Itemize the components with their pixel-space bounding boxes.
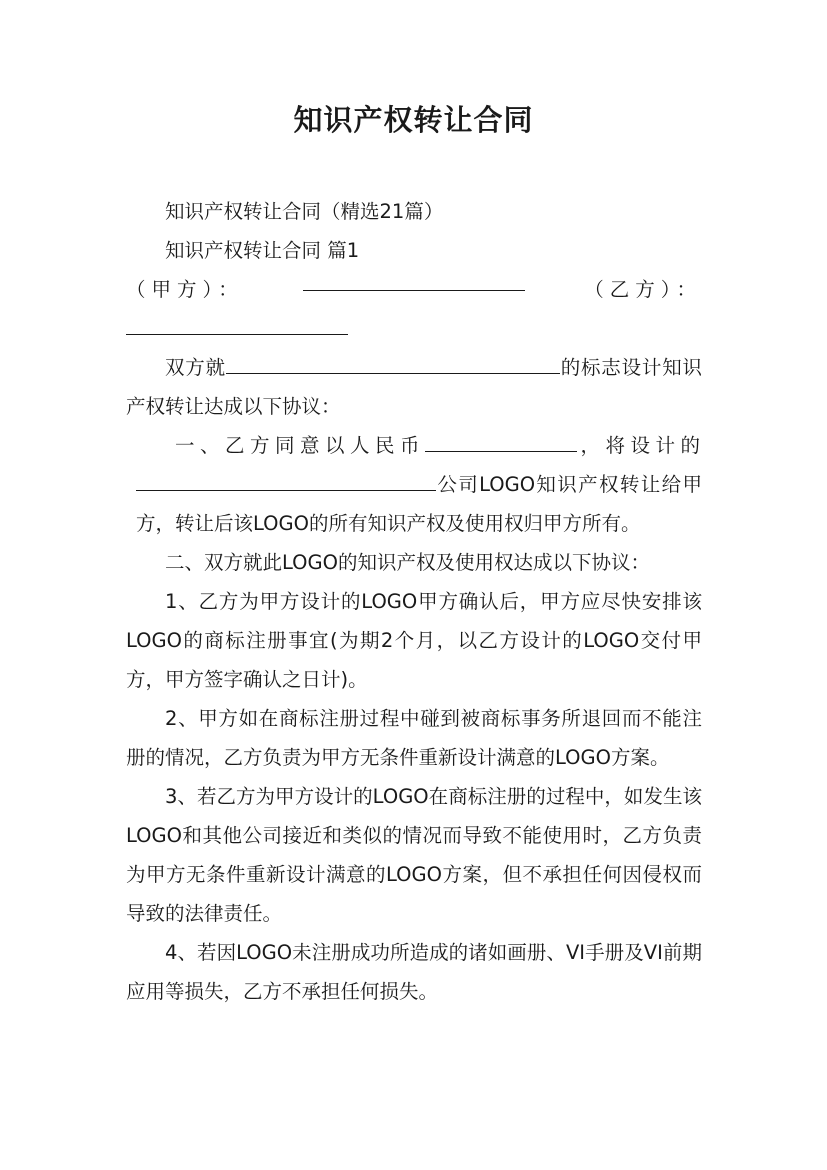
intro-after: 的标志设计知识产权转让达成以下协议：: [126, 356, 702, 418]
party-b-line: [126, 309, 702, 348]
clause-1: [126, 426, 702, 543]
item-4: 4、若因LOGO未注册成功所造成的诸如画册、VI手册及VI前期应用等损失，乙方不承担任何损失。: [126, 941, 702, 1003]
item-1: 1、乙方为甲方设计的LOGO甲方确认后，甲方应尽快安排该LOGO的商标注册事宜(为期2个月，以乙方设计的LOGO交付甲方，甲方签字确认之日计)。: [126, 590, 702, 691]
clause-1-part2: ，将设计的: [576, 434, 702, 457]
document-body: [126, 192, 702, 1011]
document-title: 知识产权转让合同: [293, 103, 534, 137]
clause-1-part1: 一、乙方同意以人民币: [175, 434, 425, 457]
clause-1-part3: 公司LOGO知识产权转让给甲方，转让后该LOGO的所有知识产权及使用权归甲方所有。: [136, 473, 702, 535]
party-line: [126, 270, 702, 309]
company-blank: [136, 470, 436, 491]
party-a-blank: [303, 270, 525, 291]
section-heading: 知识产权转让合同 篇1: [165, 239, 360, 262]
party-b-label: （乙方）：: [584, 278, 702, 301]
project-blank: [226, 353, 560, 374]
party-a-label: （甲方）：: [126, 278, 244, 301]
clause-2: 二、双方就此LOGO的知识产权及使用权达成以下协议：: [165, 551, 650, 574]
intro-before: 双方就: [165, 356, 226, 379]
item-3: 3、若乙方为甲方设计的LOGO在商标注册的过程中，如发生该LOGO和其他公司接近和类似的情况而导致不能使用时，乙方负责为甲方无条件重新设计满意的LOGO方案，但不承担任何因侵权而导致的法律责任。: [126, 785, 702, 925]
document-subtitle: 知识产权转让合同（精选21篇）: [165, 200, 444, 223]
party-b-blank: [126, 314, 348, 335]
price-blank: [425, 431, 577, 452]
item-2: 2、甲方如在商标注册过程中碰到被商标事务所退回而不能注册的情况，乙方负责为甲方无条件重新设计满意的LOGO方案。: [126, 707, 702, 769]
intro-paragraph: [126, 348, 702, 426]
